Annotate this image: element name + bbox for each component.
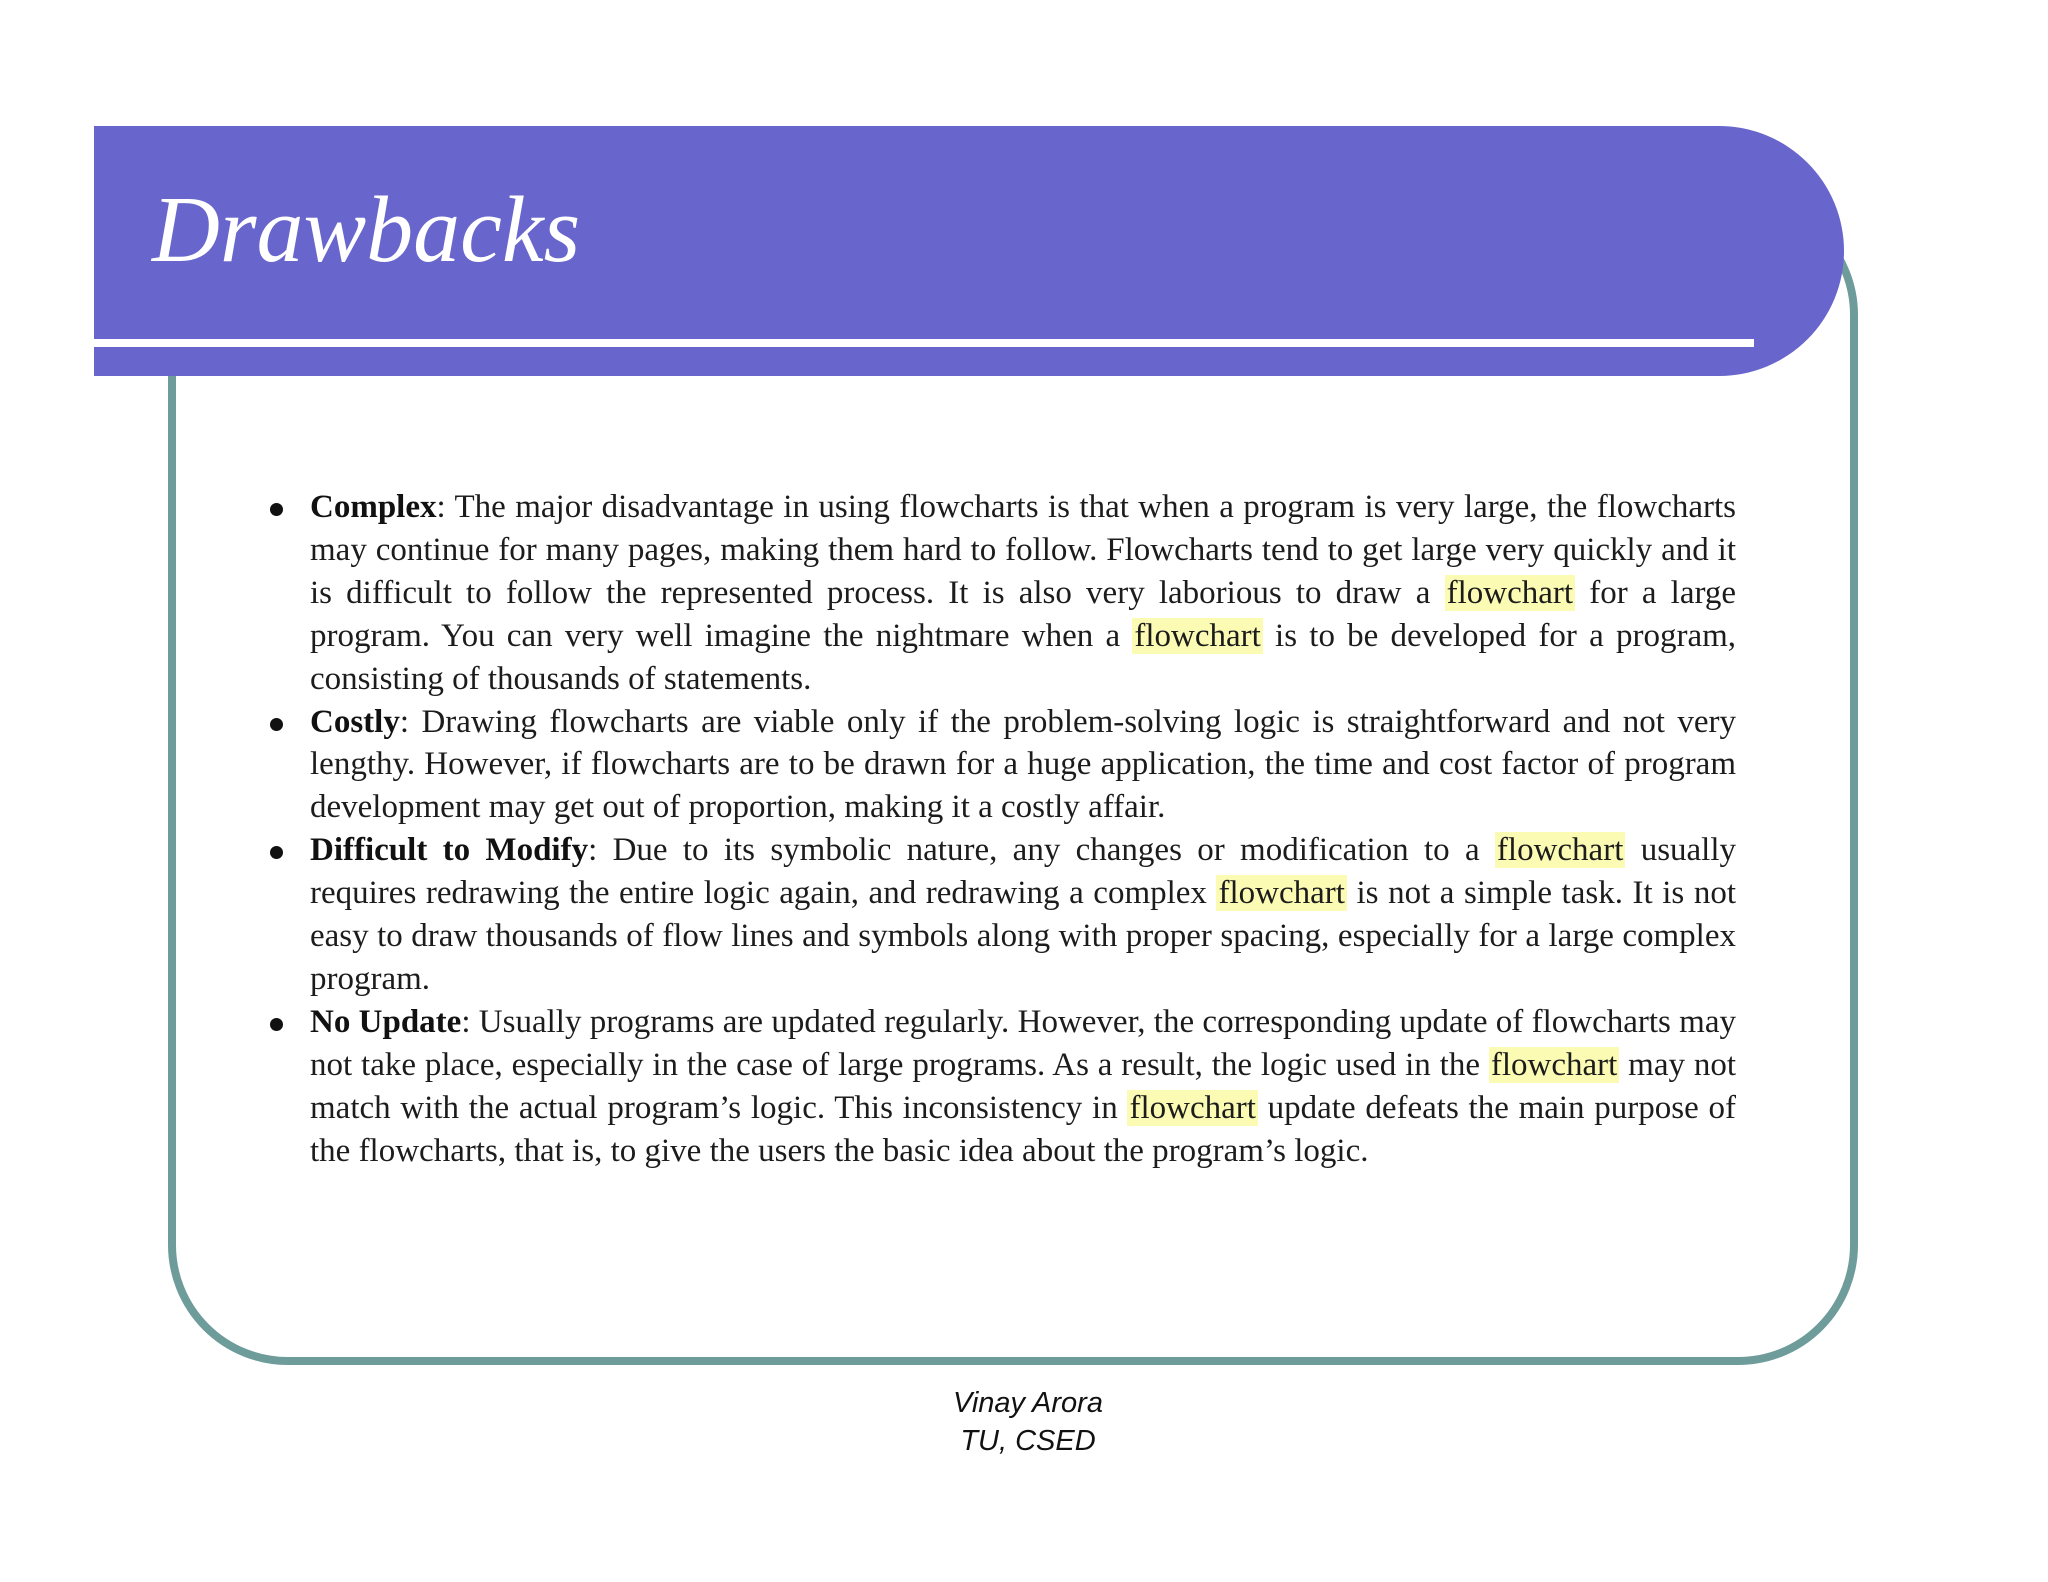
bullet-dot-icon: [270, 503, 283, 516]
bullet-text: : Usually programs are updated regularly. However, the corresponding update of flowcharts may not take place, especially in the case of large programs. As a result, the logic used in the: [310, 1003, 1736, 1083]
bullet-text: : Due to its symbolic nature, any changes or modification to a: [588, 832, 1495, 869]
bullet-difficult-to-modify: [262, 829, 1736, 1001]
bullet-dot-icon: [270, 1018, 283, 1031]
bullet-term: Costly: [310, 703, 400, 740]
bullet-no-update: [262, 1001, 1736, 1173]
bullet-text: may not match with the actual program’s logic. This inconsistency in: [310, 1046, 1737, 1126]
slide-footer: [0, 1384, 2048, 1460]
drawbacks-list: [262, 486, 1736, 1173]
bullet-costly: [262, 701, 1736, 830]
bullet-dot-icon: [270, 718, 283, 731]
bullet-dot-icon: [270, 846, 283, 859]
footer-affiliation: TU, CSED: [960, 1425, 1096, 1457]
highlighted-term: flowchart: [1129, 1089, 1256, 1126]
slide-title: Drawbacks: [152, 178, 581, 282]
highlighted-term: flowchart: [1134, 617, 1261, 654]
bullet-term: Complex: [310, 489, 437, 525]
title-underline: [94, 339, 1754, 347]
footer-author: Vinay Arora: [953, 1387, 1103, 1419]
bullet-term: No Update: [310, 1003, 462, 1040]
highlighted-term: flowchart: [1218, 875, 1345, 912]
bullet-complex: [262, 486, 1736, 701]
bullet-text: update defeats the main purpose of the flowcharts, that is, to give the users the basic idea about the program’s logic.: [310, 1089, 1737, 1169]
highlighted-term: flowchart: [1496, 832, 1624, 869]
highlighted-term: flowchart: [1490, 1046, 1618, 1083]
bullet-text: is to be developed for a program, consisting of thousands of statements.: [310, 617, 1737, 697]
bullet-text: : Drawing flowcharts are viable only if the problem-solving logic is straightforward and not very lengthy. However, if flowcharts are to be drawn for a huge application, the time and cost factor of program development may get out of proportion, making it a costly affair.: [310, 703, 1736, 826]
bullet-text: for a large program. You can very well imagine the nightmare when a: [310, 574, 1737, 654]
bullet-text: is not a simple task. It is not easy to draw thousands of flow lines and symbols along with proper spacing, especially for a large complex program.: [310, 875, 1736, 997]
bullet-term: Difficult to Modify: [310, 832, 589, 869]
highlighted-term: flowchart: [1446, 574, 1574, 611]
bullet-text: usually requires redrawing the entire logic again, and redrawing a complex: [310, 832, 1737, 912]
bullet-text: : The major disadvantage in using flowcharts is that when a program is very large, the flowcharts may continue for many pages, making them hard to follow. Flowcharts tend to get large very quickly and it is difficult to follow the represented process. It is also very laborious to draw a: [310, 489, 1736, 611]
